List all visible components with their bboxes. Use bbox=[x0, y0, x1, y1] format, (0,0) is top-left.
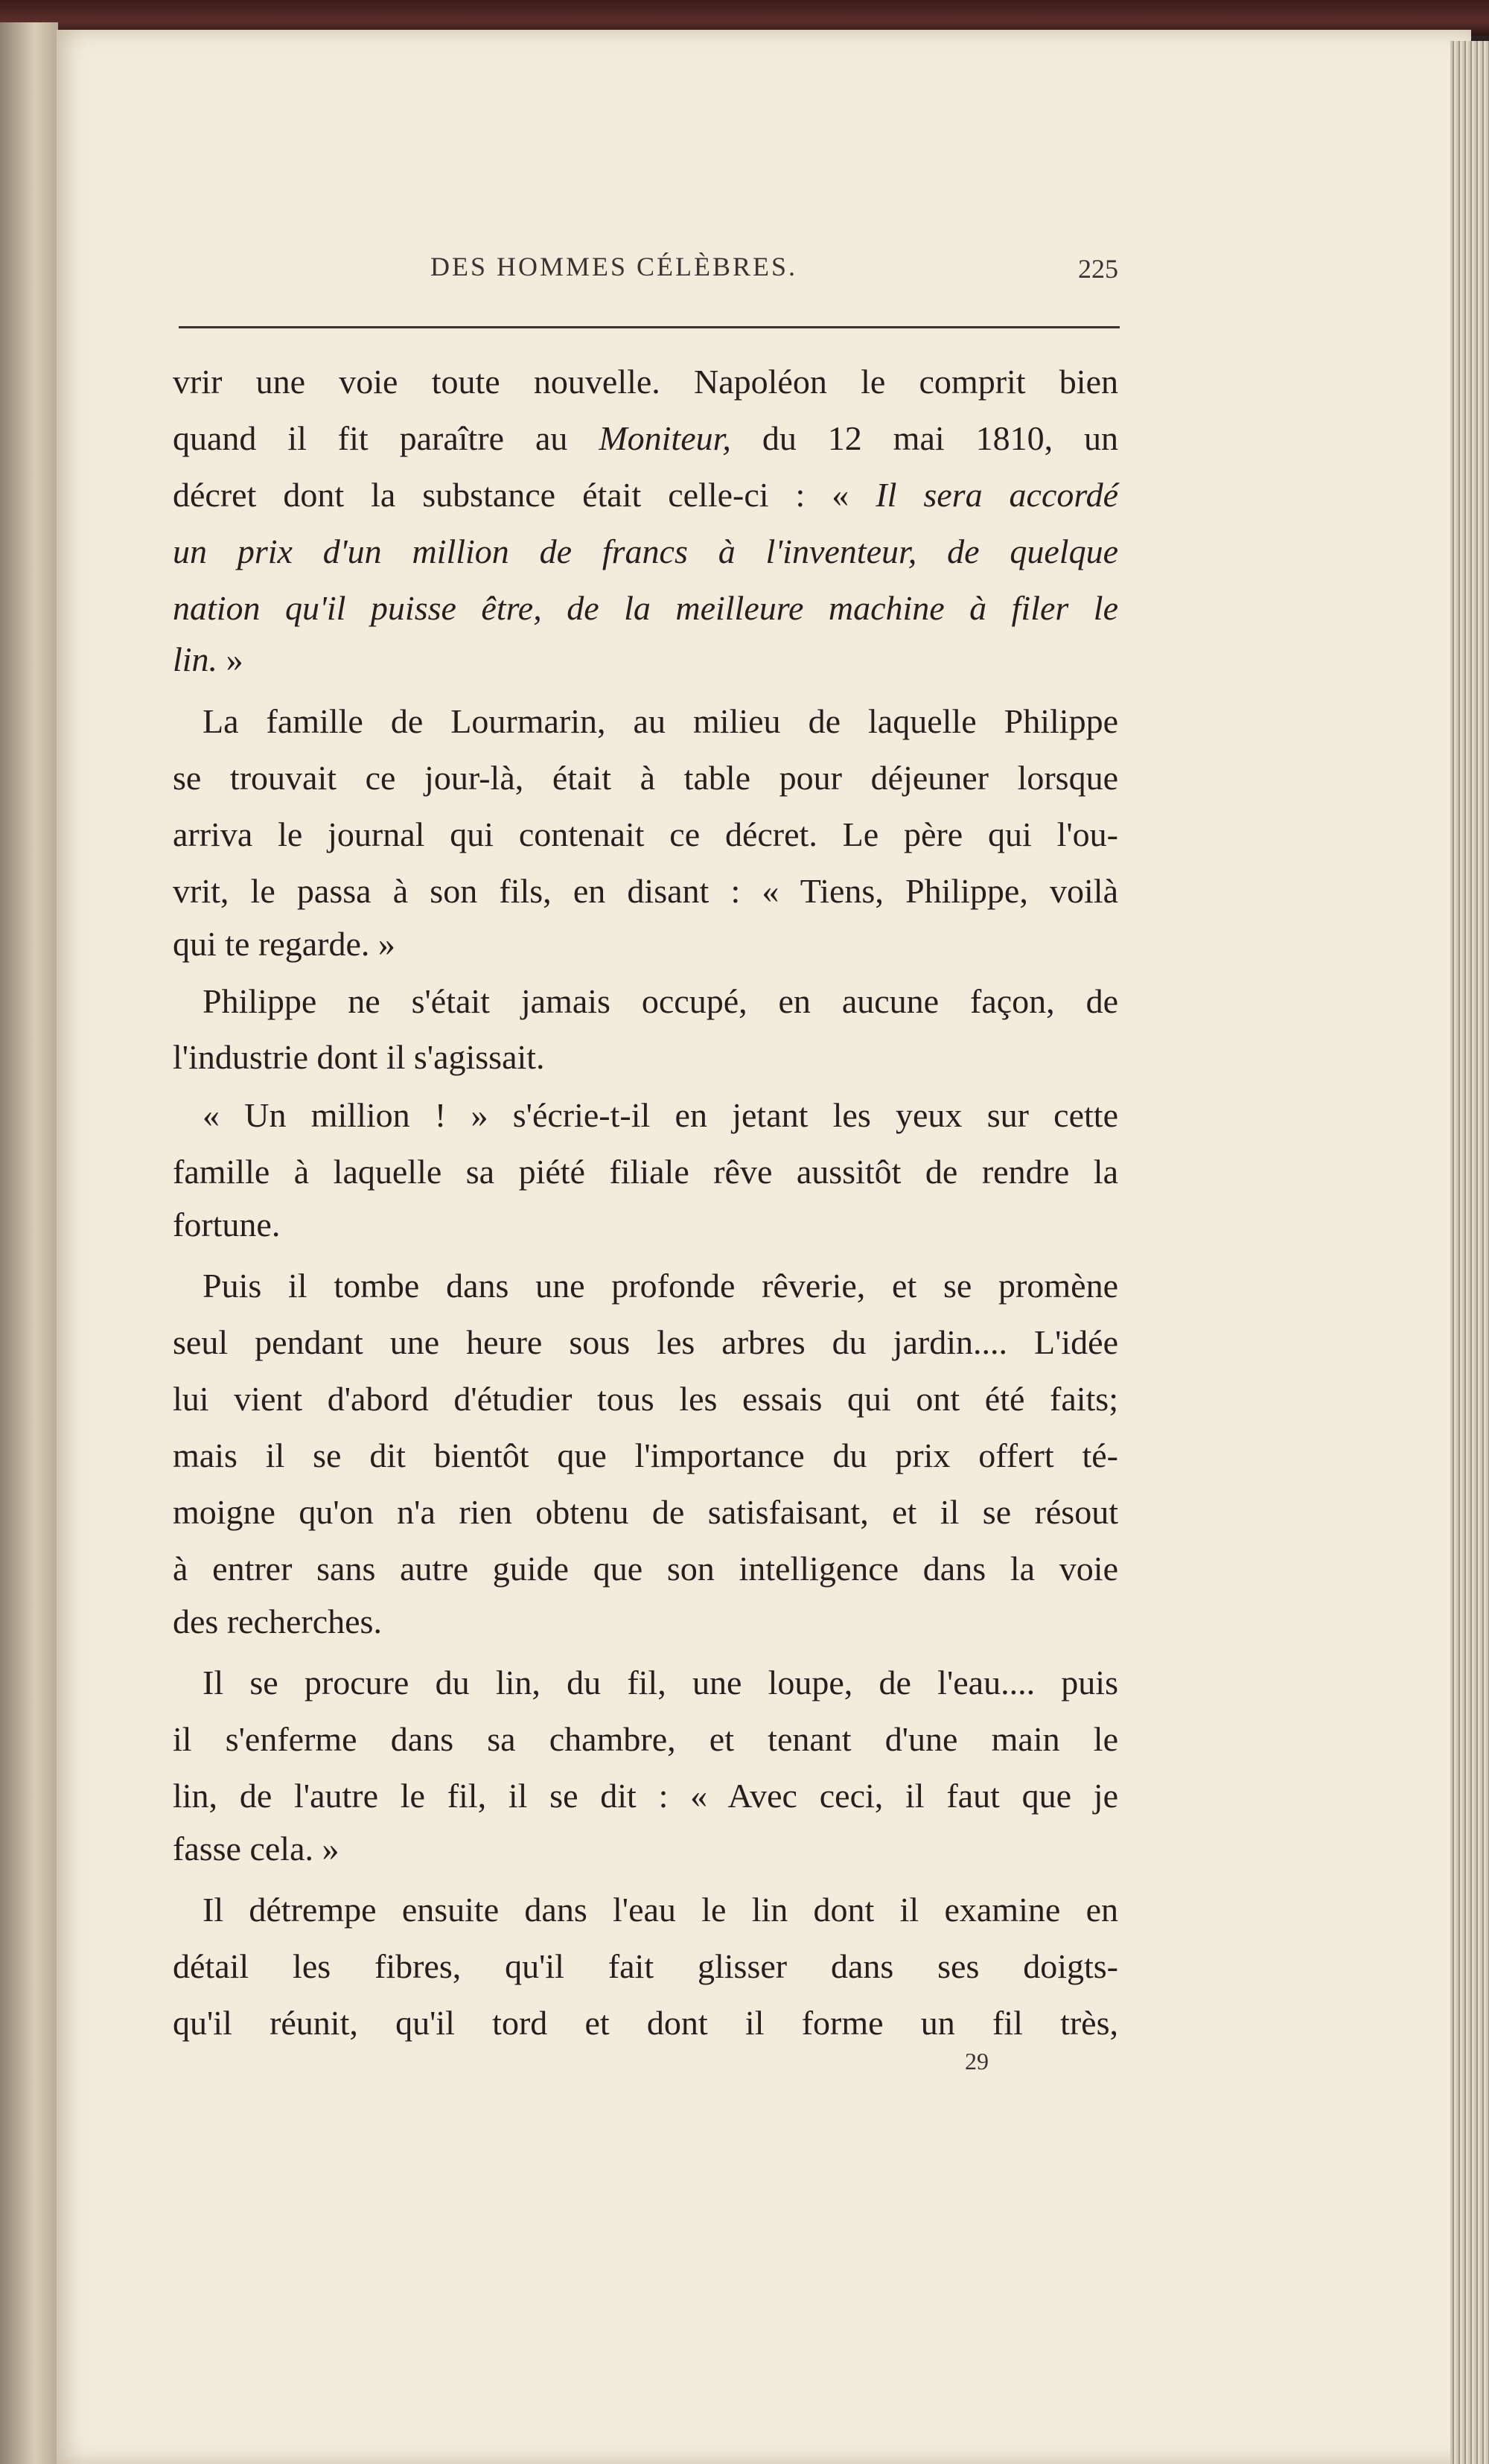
text-line: détail les fibres, qu'il fait glisser dans ses doigts- bbox=[173, 1947, 1118, 1985]
text-line: qui te regarde. » bbox=[173, 925, 395, 963]
text-line: Il se procure du lin, du fil, une loupe, de l'eau.... puis bbox=[203, 1664, 1118, 1701]
text-line: qu'il réunit, qu'il tord et dont il forme un fil très, bbox=[173, 2004, 1118, 2042]
text-line: quand il fit paraître au Moniteur, du 12 mai 1810, un bbox=[173, 419, 1118, 457]
text-line: vrit, le passa à son fils, en disant : « Tiens, Philippe, voilà bbox=[173, 872, 1118, 910]
text-line: nation qu'il puisse être, de la meilleure machine à filer le bbox=[173, 589, 1118, 627]
page-number: 225 bbox=[1078, 254, 1118, 284]
text-line: vrir une voie toute nouvelle. Napoléon le comprit bien bbox=[173, 363, 1118, 401]
text-line: il s'enferme dans sa chambre, et tenant d'une main le bbox=[173, 1720, 1118, 1758]
text-line: un prix d'un million de francs à l'inventeur, de quelque bbox=[173, 532, 1118, 570]
text-line: lin. » bbox=[173, 640, 243, 678]
text-line: lui vient d'abord d'étudier tous les essais qui ont été faits; bbox=[173, 1380, 1118, 1418]
printer-signature-mark: 29 bbox=[965, 2048, 989, 2075]
text-line: mais il se dit bientôt que l'importance du prix offert té- bbox=[173, 1436, 1118, 1474]
facing-page-edge bbox=[0, 22, 58, 2464]
text-line: moigne qu'on n'a rien obtenu de satisfaisant, et il se résout bbox=[173, 1493, 1118, 1531]
text-line: à entrer sans autre guide que son intelligence dans la voie bbox=[173, 1550, 1118, 1588]
text-line: fasse cela. » bbox=[173, 1830, 339, 1868]
running-head: DES HOMMES CÉLÈBRES. bbox=[430, 252, 798, 281]
text-line: Puis il tombe dans une profonde rêverie, et se promène bbox=[203, 1267, 1118, 1305]
text-line: arriva le journal qui contenait ce décret. Le père qui l'ou- bbox=[173, 815, 1118, 853]
text-line: fortune. bbox=[173, 1206, 281, 1244]
text-line: Philippe ne s'était jamais occupé, en aucune façon, de bbox=[203, 982, 1118, 1020]
text-line: l'industrie dont il s'agissait. bbox=[173, 1038, 545, 1076]
text-line: seul pendant une heure sous les arbres du jardin.... L'idée bbox=[173, 1323, 1118, 1361]
text-line: décret dont la substance était celle-ci : « Il sera accordé bbox=[173, 476, 1119, 514]
text-line: lin, de l'autre le fil, il se dit : « Avec ceci, il faut que je bbox=[173, 1777, 1118, 1815]
text-line: famille à laquelle sa piété filiale rêve aussitôt de rendre la bbox=[173, 1153, 1118, 1191]
text-line: se trouvait ce jour-là, était à table pour déjeuner lorsque bbox=[173, 759, 1118, 797]
page-stack-edge bbox=[1450, 41, 1489, 2464]
text-line: Il détrempe ensuite dans l'eau le lin dont il examine en bbox=[203, 1891, 1118, 1929]
header-rule bbox=[179, 326, 1120, 328]
text-line: des recherches. bbox=[173, 1602, 382, 1640]
text-line: La famille de Lourmarin, au milieu de laquelle Philippe bbox=[203, 702, 1118, 740]
text-line: « Un million ! » s'écrie-t-il en jetant les yeux sur cette bbox=[203, 1096, 1118, 1134]
